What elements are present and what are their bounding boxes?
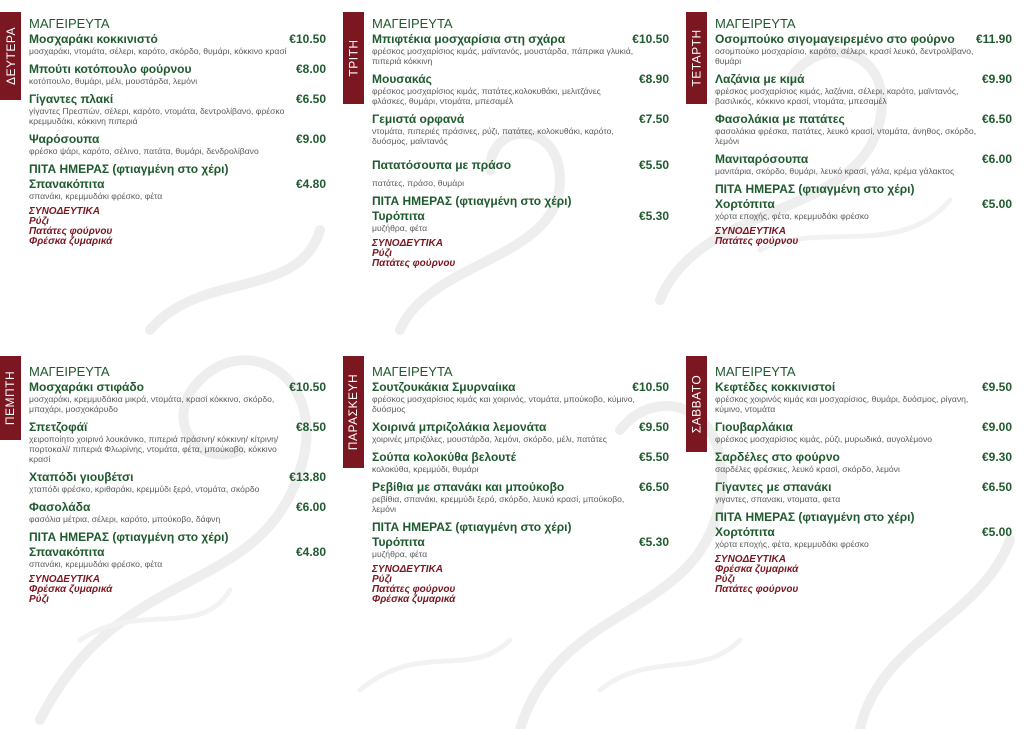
day-tab <box>686 356 707 452</box>
item-description: μοσχαράκι, ντομάτα, σέλερι, καρότο, σκόρδο, θυμάρι, κόκκινο κρασί <box>29 46 287 56</box>
item-description: φρέσκο ψάρι, καρότο, σέλινο, πατάτα, θυμάρι, δενδρολίβανο <box>29 146 259 156</box>
menu-panel-thursday <box>0 356 330 696</box>
day-tab <box>343 12 364 104</box>
item-price: €5.50 <box>638 450 669 464</box>
side-item: Πατάτες φούρνου <box>372 258 456 269</box>
item-price: €8.50 <box>295 420 326 434</box>
menu-item <box>715 480 1016 504</box>
side-item: Φρέσκα ζυμαρικά <box>29 236 113 247</box>
item-price: €6.50 <box>981 480 1012 494</box>
day-label: ΠΑΡΑΣΚΕΥΗ <box>346 373 361 451</box>
item-description: οσομπούκο μοσχαρίσιο, καρότο, σέλερι, κρασί λευκό, δεντρολίβανο, θυμάρι <box>715 46 974 66</box>
section-title: ΜΑΓΕΙΡΕΥΤΑ <box>372 364 453 379</box>
sides-title: ΣΥΝΟΔΕΥΤΙΚΑ <box>372 564 443 575</box>
side-item: Φρέσκα ζυμαρικά <box>372 594 456 605</box>
item-description: χοιρινές μπριζόλες, μουστάρδα, λεμόνι, σκόρδο, μέλι, πατάτες <box>372 434 607 444</box>
pita-item <box>372 535 673 559</box>
side-item: Ρύζι <box>372 574 392 585</box>
side-item: Ρύζι <box>715 574 735 585</box>
item-name: Σπανακόπιτα <box>29 545 105 559</box>
item-name: Σπετζοφάϊ <box>29 420 88 434</box>
item-name: Λαζάνια με κιμά <box>715 72 805 86</box>
item-description: ντομάτα, πιπεριές πράσινες, ρύζι, πατάτες, κολοκυθάκι, καρότο, δυόσμος, μαϊντανός <box>372 126 614 146</box>
sides-block <box>715 227 1016 247</box>
item-name: Μπούτι κοτόπουλο φούρνου <box>29 62 192 76</box>
pita-item <box>715 197 1016 221</box>
day-tab <box>0 356 21 440</box>
item-description: πατάτες, πράσο, θυμάρι <box>372 178 465 188</box>
item-name: Ρεβίθια με σπανάκι και μπούκοβο <box>372 480 565 494</box>
item-name: Χοιρινά μπριζολάκια λεμονάτα <box>372 420 547 434</box>
menu-item <box>715 152 1016 176</box>
item-description: σπανάκι, κρεμμυδάκι φρέσκο, φέτα <box>29 191 163 201</box>
item-name: Πατατόσουπα με πράσο <box>372 158 512 172</box>
item-price: €13.80 <box>289 470 326 484</box>
item-price: €6.50 <box>638 480 669 494</box>
item-description: σπανάκι, κρεμμυδάκι φρέσκο, φέτα <box>29 559 163 569</box>
item-price: €9.30 <box>981 450 1012 464</box>
menu-item <box>372 380 673 414</box>
item-description: φρέσκος μοσχαρίσιος κιμάς, λαζάνια, σέλερι, καρότο, μαϊντανός, βασιλικός, κόκκινο κρασί, ντομάτα, μπεσαμέλ <box>715 86 959 106</box>
item-name: Μοσχαράκι στιφάδο <box>29 380 145 394</box>
item-price: €10.50 <box>289 32 326 46</box>
item-name: Γίγαντες με σπανάκι <box>715 480 832 494</box>
item-description: γιγαντες, σπανακι, ντοματα, φετα <box>715 494 841 504</box>
item-price: €5.00 <box>981 197 1012 211</box>
item-name: Σούπα κολοκύθα βελουτέ <box>372 450 517 464</box>
sides-block <box>372 565 673 605</box>
item-name: Χορτόπιτα <box>715 197 775 211</box>
menu-item <box>372 480 673 514</box>
item-name: Φασολάκια με πατάτες <box>715 112 845 126</box>
item-price: €8.90 <box>638 72 669 86</box>
menu-item <box>715 380 1016 414</box>
item-price: €11.90 <box>975 32 1012 46</box>
menu-item <box>29 380 330 414</box>
item-name: Τυρόπιτα <box>372 535 425 549</box>
menu-item <box>29 500 330 524</box>
pita-section-title: ΠΙΤΑ ΗΜΕΡΑΣ (φτιαγμένη στο χέρι) <box>29 530 229 544</box>
item-description: φασόλια μέτρια, σέλερι, καρότο, μπούκοβο, δάφνη <box>29 514 221 524</box>
item-price: €5.00 <box>981 525 1012 539</box>
item-price: €6.50 <box>981 112 1012 126</box>
sides-block <box>372 239 673 269</box>
item-price: €5.50 <box>638 158 669 172</box>
menu-item <box>372 158 673 188</box>
item-description: φρέσκος μοσχαρίσιος κιμάς και χοιρινός, ντομάτα, μπούκοβο, κύμινο, δυόσμος <box>372 394 635 414</box>
section-title: ΜΑΓΕΙΡΕΥΤΑ <box>715 364 796 379</box>
item-description: χόρτα εποχής, φέτα, κρεμμυδάκι φρέσκο <box>715 539 869 549</box>
item-price: €4.80 <box>295 177 326 191</box>
day-label: ΤΕΤΑΡΤΗ <box>689 29 704 87</box>
menu-item <box>372 420 673 444</box>
item-price: €9.00 <box>295 132 326 146</box>
item-name: Τυρόπιτα <box>372 209 425 223</box>
item-name: Γεμιστά ορφανά <box>372 112 465 126</box>
item-name: Γιουβαρλάκια <box>715 420 793 434</box>
item-price: €6.50 <box>295 92 326 106</box>
item-description: σαρδέλες φρέσκιες, λευκό κρασί, σκόρδο, λεμόνι <box>715 464 900 474</box>
day-label: ΠΕΜΠΤΗ <box>3 370 18 426</box>
sides-title: ΣΥΝΟΔΕΥΤΙΚΑ <box>715 226 786 237</box>
menu-item <box>29 132 330 156</box>
menu-item <box>372 450 673 474</box>
item-name: Οσομπούκο σιγομαγειρεμένο στο φούρνο <box>715 32 955 46</box>
item-description: κοτόπουλο, θυμάρι, μέλι, μουστάρδα, λεμόνι <box>29 76 198 86</box>
item-description: μοσχαράκι, κρεμμυδάκια μικρά, ντομάτα, κρασί κόκκινο, σκόρδο, μπαχάρι, μοσχοκάρυδο <box>29 394 275 414</box>
menu-item <box>715 420 1016 444</box>
item-description: μανιτάρια, σκόρδο, θυμάρι, λευκό κρασί, γάλα, κρέμα γάλακτος <box>715 166 955 176</box>
item-name: Χταπόδι γιουβέτσι <box>29 470 134 484</box>
pita-section-title: ΠΙΤΑ ΗΜΕΡΑΣ (φτιαγμένη στο χέρι) <box>715 182 915 196</box>
menu-item <box>29 420 330 464</box>
section-title: ΜΑΓΕΙΡΕΥΤΑ <box>372 16 453 31</box>
menu-item <box>715 72 1016 106</box>
pita-item <box>29 545 330 569</box>
sides-block <box>715 555 1016 595</box>
item-description: φρέσκος μοσχαρίσιος κιμάς, ρύζι, μυρωδικά, αυγολέμονο <box>715 434 933 444</box>
pita-item <box>29 177 330 201</box>
sides-title: ΣΥΝΟΔΕΥΤΙΚΑ <box>372 238 443 249</box>
sides-title: ΣΥΝΟΔΕΥΤΙΚΑ <box>715 554 786 565</box>
sides-title: ΣΥΝΟΔΕΥΤΙΚΑ <box>29 574 100 585</box>
item-name: Σαρδέλες στο φούρνο <box>715 450 840 464</box>
menu-panel-wednesday <box>686 6 1016 346</box>
menu-item <box>372 72 673 106</box>
day-label: ΤΡΙΤΗ <box>346 39 361 77</box>
item-name: Φασολάδα <box>29 500 91 514</box>
item-description: ρεβίθια, σπανάκι, κρεμμύδι ξερό, σκόρδο, λευκό κρασί, μπούκοβο, λεμόνι <box>372 494 625 514</box>
item-description: φρέσκος χοιρινός κιμάς και μοσχαρίσιος, θυμάρι, δυόσμος, ρίγανη, κύμινο, ντομάτα <box>715 394 969 414</box>
pita-section-title: ΠΙΤΑ ΗΜΕΡΑΣ (φτιαγμένη στο χέρι) <box>372 520 572 534</box>
section-title: ΜΑΓΕΙΡΕΥΤΑ <box>29 16 110 31</box>
day-label: ΔΕΥΤΕΡΑ <box>3 27 18 85</box>
menu-item <box>29 32 330 56</box>
side-item: Πατάτες φούρνου <box>715 236 799 247</box>
item-description: χειροποίητο χοιρινό λουκάνικο, πιπεριά πράσινη/ κόκκινη/ κίτρινη/ πορτοκαλί/ πιπεριά Φλωρίνης, ντομάτα, φέτα, μπούκοβο, κόκκινο κρασί <box>29 434 279 464</box>
item-description: χόρτα εποχής, φέτα, κρεμμυδάκι φρέσκο <box>715 211 869 221</box>
item-price: €6.00 <box>295 500 326 514</box>
item-name: Μπιφτέκια μοσχαρίσια στη σχάρα <box>372 32 566 46</box>
item-price: €4.80 <box>295 545 326 559</box>
item-name: Κεφτέδες κοκκινιστοί <box>715 380 836 394</box>
pita-section-title: ΠΙΤΑ ΗΜΕΡΑΣ (φτιαγμένη στο χέρι) <box>29 162 229 176</box>
pita-item <box>715 525 1016 549</box>
side-item: Πατάτες φούρνου <box>29 226 113 237</box>
section-title: ΜΑΓΕΙΡΕΥΤΑ <box>715 16 796 31</box>
pita-section-title: ΠΙΤΑ ΗΜΕΡΑΣ (φτιαγμένη στο χέρι) <box>715 510 915 524</box>
section-title: ΜΑΓΕΙΡΕΥΤΑ <box>29 364 110 379</box>
item-description: γίγαντες Πρεσπών, σέλερι, καρότο, ντομάτα, δεντρολίβανο, φρέσκο κρεμμυδάκι, κόκκινη πιπεριά <box>29 106 285 126</box>
menu-panel-monday <box>0 6 330 346</box>
item-name: Μανιταρόσουπα <box>715 152 809 166</box>
side-item: Ρύζι <box>29 216 49 227</box>
item-description: μυζήθρα, φέτα <box>372 549 428 559</box>
menu-item <box>372 112 673 146</box>
item-name: Μοσχαράκι κοκκινιστό <box>29 32 158 46</box>
item-description: φασολάκια φρέσκα, πατάτες, λευκό κρασί, ντομάτα, άνηθος, σκόρδο, λεμόνι <box>715 126 977 146</box>
item-price: €8.00 <box>295 62 326 76</box>
sides-block <box>29 207 330 247</box>
side-item: Φρέσκα ζυμαρικά <box>29 584 113 595</box>
item-price: €10.50 <box>289 380 326 394</box>
item-price: €10.50 <box>632 32 669 46</box>
item-description: κολοκύθα, κρεμμύδι, θυμάρι <box>372 464 479 474</box>
day-tab <box>0 12 21 100</box>
menu-item <box>715 112 1016 146</box>
menu-item <box>29 92 330 126</box>
item-price: €9.00 <box>981 420 1012 434</box>
item-price: €9.90 <box>981 72 1012 86</box>
pita-item <box>372 209 673 233</box>
item-name: Ψαρόσουπα <box>29 132 100 146</box>
item-description: φρέσκος μοσχαρίσιος κιμάς, μαϊντανός, μουστάρδα, πάπρικα γλυκιά, πιπεριά κόκκινη <box>372 46 634 66</box>
item-price: €9.50 <box>638 420 669 434</box>
menu-panel-saturday <box>686 356 1016 696</box>
item-price: €5.30 <box>638 209 669 223</box>
day-label: ΣΑΒΒΑΤΟ <box>689 374 704 434</box>
item-price: €7.50 <box>638 112 669 126</box>
menu-item <box>29 470 330 494</box>
pita-section-title: ΠΙΤΑ ΗΜΕΡΑΣ (φτιαγμένη στο χέρι) <box>372 194 572 208</box>
item-description: φρέσκος μοσχαρίσιος κιμάς, πατάτες,κολοκυθάκι, μελιτζάνες φλάσκες, θυμάρι, ντομάτα, μπεσαμέλ <box>372 86 601 106</box>
item-name: Χορτόπιτα <box>715 525 775 539</box>
item-description: μυζήθρα, φέτα <box>372 223 428 233</box>
side-item: Πατάτες φούρνου <box>715 584 799 595</box>
item-name: Σουτζουκάκια Σμυρναίικα <box>372 380 516 394</box>
item-price: €5.30 <box>638 535 669 549</box>
item-price: €6.00 <box>981 152 1012 166</box>
menu-item <box>715 32 1016 66</box>
day-tab <box>686 12 707 104</box>
item-name: Μουσακάς <box>372 72 432 86</box>
sides-block <box>29 575 330 605</box>
item-price: €10.50 <box>632 380 669 394</box>
menu-item <box>29 62 330 86</box>
item-name: Γίγαντες πλακί <box>29 92 114 106</box>
day-tab <box>343 356 364 468</box>
menu-item <box>372 32 673 66</box>
menu-item <box>715 450 1016 474</box>
item-price: €9.50 <box>981 380 1012 394</box>
side-item: Πατάτες φούρνου <box>372 584 456 595</box>
menu-panel-tuesday <box>343 6 673 346</box>
side-item: Φρέσκα ζυμαρικά <box>715 564 799 575</box>
item-description: χταπόδι φρέσκο, κριθαράκι, κρεμμύδι ξερό, ντομάτα, σκόρδο <box>29 484 260 494</box>
sides-title: ΣΥΝΟΔΕΥΤΙΚΑ <box>29 206 100 217</box>
side-item: Ρύζι <box>29 594 49 605</box>
menu-panel-friday <box>343 356 673 696</box>
item-name: Σπανακόπιτα <box>29 177 105 191</box>
side-item: Ρύζι <box>372 248 392 259</box>
